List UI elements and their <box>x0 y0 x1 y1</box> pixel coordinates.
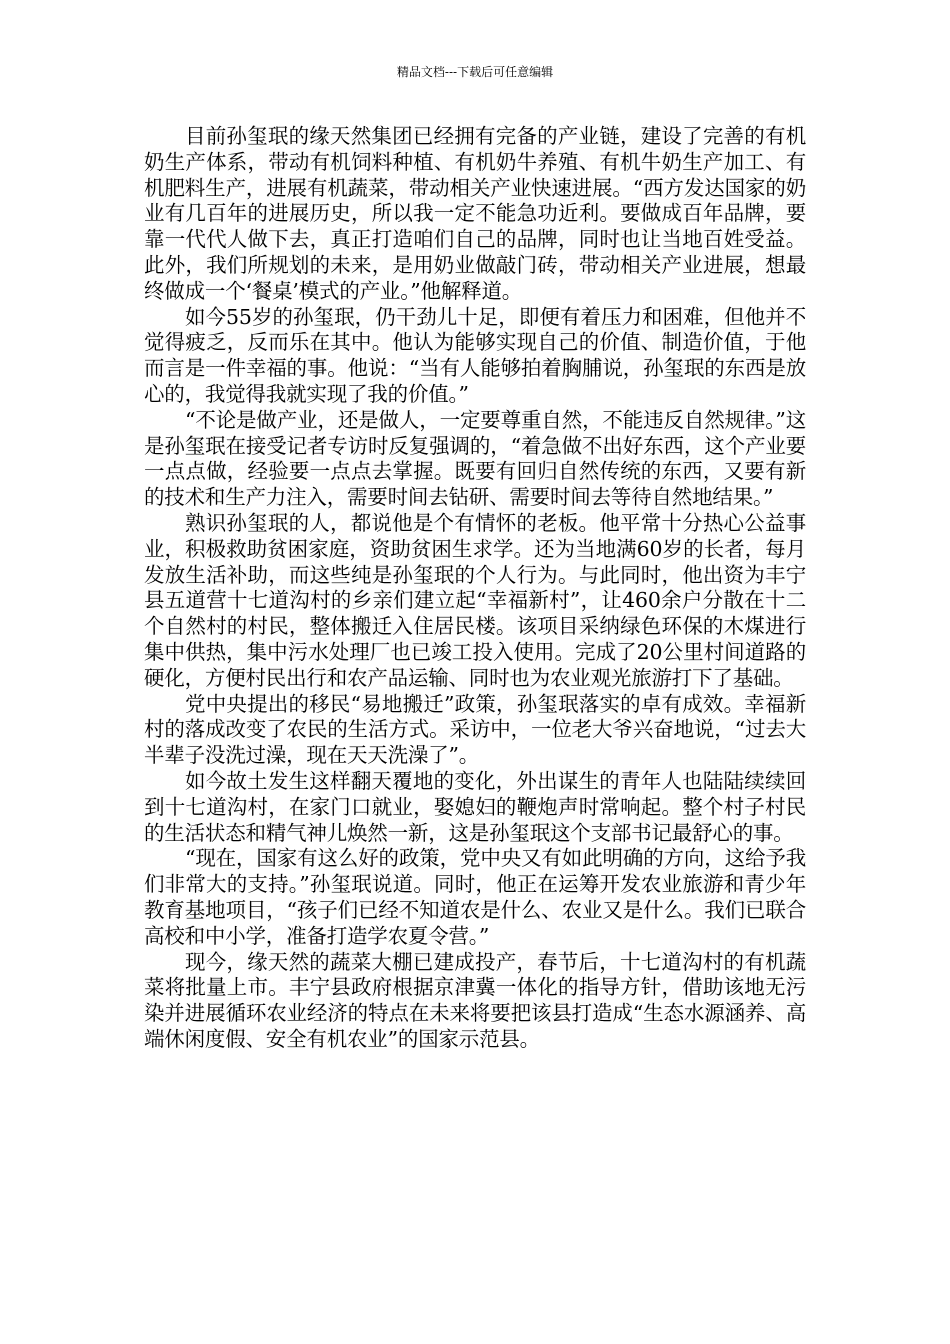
paragraph-2: 如今55岁的孙玺珉，仍干劲儿十足，即便有着压力和困难，但他并不觉得疲乏，反而乐在其中。他认为能够实现自己的价值、制造价值，于他而言是一件幸福的事。他说：“当有人能够拍着胸脯说，孙玺珉的东西是放心的，我觉得我就实现了我的价值。” <box>144 304 806 406</box>
paragraph-1: 目前孙玺珉的缘天然集团已经拥有完备的产业链，建设了完善的有机奶生产体系，带动有机饲料种植、有机奶牛养殖、有机牛奶生产加工、有机肥料生产，进展有机蔬菜，带动相关产业快速进展。“西方发达国家的奶业有几百年的进展历史，所以我一定不能急功近利。要做成百年品牌，要靠一代代人做下去，真正打造咱们自己的品牌，同时也让当地百姓受益。此外，我们所规划的未来，是用奶业做敲门砖，带动相关产业进展，想最终做成一个‘餐桌’模式的产业。”他解释道。 <box>144 124 806 303</box>
article-body <box>144 124 806 1053</box>
paragraph-8: 现今，缘天然的蔬菜大棚已建成投产，春节后，十七道沟村的有机蔬菜将批量上市。丰宁县政府根据京津冀一体化的指导方针，借助该地无污染并进展循环农业经济的特点在未来将要把该县打造成“生态水源涵养、高端休闲度假、安全有机农业”的国家示范县。 <box>144 949 806 1051</box>
paragraph-6: 如今故土发生这样翻天覆地的变化，外出谋生的青年人也陆陆续续回到十七道沟村，在家门口就业，娶媳妇的鞭炮声时常响起。整个村子村民的生活状态和精气神儿焕然一新，这是孙玺珉这个支部书记最舒心的事。 <box>144 768 806 845</box>
page-header: 精品文档---下载后可任意编辑 <box>396 65 554 79</box>
paragraph-3: “不论是做产业，还是做人，一定要尊重自然，不能违反自然规律。”这是孙玺珉在接受记者专访时反复强调的，“着急做不出好东西，这个产业要一点点做，经验要一点点去掌握。既要有回归自然传统的东西，又要有新的技术和生产力注入，需要时间去钻研、需要时间去等待自然地结果。” <box>144 407 806 510</box>
paragraph-5: 党中央提出的移民“易地搬迁”政策，孙玺珉落实的卓有成效。幸福新村的落成改变了农民的生活方式。采访中，一位老大爷兴奋地说，“过去大半辈子没洗过澡，现在天天洗澡了”。 <box>144 691 806 768</box>
paragraph-7: “现在，国家有这么好的政策，党中央又有如此明确的方向，这给予我们非常大的支持。”孙玺珉说道。同时，他正在运筹开发农业旅游和青少年教育基地项目，“孩子们已经不知道农是什么、农业又是什么。我们已联合高校和中小学，准备打造学农夏令营。” <box>144 846 806 948</box>
paragraph-4: 熟识孙玺珉的人，都说他是个有情怀的老板。他平常十分热心公益事业，积极救助贫困家庭，资助贫困生求学。还为当地满60岁的长者，每月发放生活补助，而这些纯是孙玺珉的个人行为。与此同时，他出资为丰宁县五道营十七道沟村的乡亲们建立起“幸福新村”，让460余户分散在十二个自然村的村民，整体搬迁入住居民楼。该项目采纳绿色环保的木煤进行集中供热，集中污水处理厂也已竣工投入使用。完成了20公里村间道路的硬化，方便村民出行和农产品运输、同时也为农业观光旅游打下了基础。 <box>144 510 806 690</box>
